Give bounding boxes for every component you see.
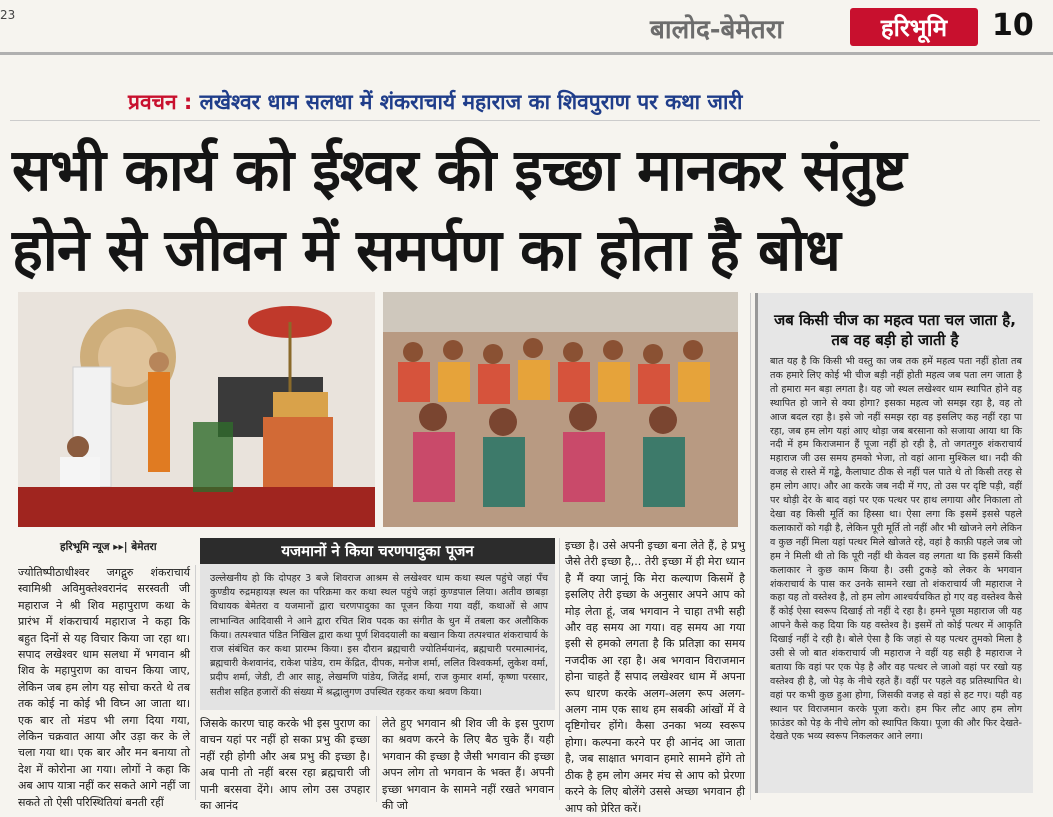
stage-photo-illustration: [18, 292, 375, 527]
edition-name: बालोद-बेमेतरा: [650, 15, 784, 45]
subbox-title: यजमानों ने किया चरणपादुका पूजन: [200, 538, 555, 564]
kicker-text: लखेश्वर धाम सलधा में शंकराचार्य महाराज का शिवपुराण पर कथा जारी: [199, 90, 743, 114]
photo-crowd: [383, 292, 738, 527]
newspaper-logo-text: हरिभूमि: [880, 12, 948, 42]
column-divider: [750, 293, 751, 800]
column-divider: [195, 565, 196, 800]
byline: हरिभूमि न्यूज ▸▸| बेमेतरा: [60, 541, 157, 553]
headline-line-1: सभी कार्य को ईश्वर की इच्छा मानकर संतुष्ट: [12, 136, 906, 204]
photo-stage: [18, 292, 375, 527]
article-column-2: जिसके कारण चाह करके भी इस पुराण का वाचन यहां पर नहीं हो सका प्रभु की इच्छा नहीं रही होगी और अब प्रभु की इच्छा है। अब पानी तो नहीं बरस रहा ब्रह्मचारी जी पानी बरसवा देंगे। आप लोग उस उपहार का आनंद: [200, 717, 370, 813]
newspaper-logo: [850, 8, 978, 46]
subbox-text: उल्लेखनीय हो कि दोपहर 3 बजे शिवराज आश्रम से लखेश्वर धाम कथा स्थल पहुंचे जहां पँच कुण्डीय रुद्रमहायज्ञ स्थल का परिक्रमा कर कथा स्थल पहुंचे जहां कुण्डपाल लिया। अतीव छाबड़ा विधायक बेमेतरा व यजमानों द्वारा चरणपादुका का पूजन किया गया वहीं, कथाओं से आप लाभान्वित आदिवासी ने आने द्वारा रचित शिव पदक का संगीत के धुन में तबला कर अलौकिक किया। तत्पश्चात पंडित निखिल द्वारा कथा पूर्ण शिवदयाली का बखान किया तत्पश्चात शंकराचार्य के राज संबंधित कर कथा प्रारम्भ किया। इस दौरान ब्रह्मचारी ज्योतिर्मयानंद, ब्रह्मचारी परमात्मानंद, ब्रह्मचारी केशवानंद, राकेश पांडेय, राम केंद्रित, दीपक, मनोज शर्मा, ललित विश्वकर्मा, लुकेश वर्मा, प्रदीप शर्मा, जेडी, टी आर साहू, लेखमणि पांडेय, जितेंद्र शर्मा, राज कुमार शर्मा, कृष्णा परसार, सतीश सहित हजारों की संख्या में श्रद्धालुगण उपस्थित रहकर कथा श्रवण किया।: [210, 573, 548, 698]
column-divider: [559, 538, 560, 800]
article-column-1: ज्योतिष्पीठाधीश्वर जगद्गुरु शंकराचार्य स्वामिश्री अविमुक्तेश्वरानंद सरस्वती जी महाराज ने श्री शिव महापुराण कथा के प्रारंभ में शंकराचार्य महाराज ने कहा कि बहुत दिनों से यह विचार किया जा रहा था। सपाद लखेश्वर धाम सलधा में भगवान श्री शिव के महापुराण का वाचन किया जाए, लेकिन जब हम लोग यह सोचा करते थे तब तक कोई ना कोई भी विघ्न आ जाता था। एक बार तो मंडप भी लगा दिया गया, लेकिन चक्रवात आया और उड़ा कर के ले चला गया था। एक बार और मन बनाया तो देश में कोरोना आ गया। लोगों ने कहा कि अब आप यात्रा नहीं कर सकते आगे नहीं जा सकते तो ऐसी परिस्थितियां बनती रहीं: [18, 566, 190, 809]
article-column-4: इच्छा है। उसे अपनी इच्छा बना लेते हैं, हे प्रभु जैसे तेरी इच्छा है,.. तेरी इच्छा में ही मेरा ध्यान है मैं क्या जानूं कि मेरा कल्याण किसमें है इसलिए तेरी इच्छा के अनुसार अपने आप को मोड़ लेता हूं, जब भगवान ने चाहा तभी सही और वह समय आ गया। वह समय आ गया इसी से हमको लगता है कि प्रतिज्ञा का समय नजदीक आ रहा है। अब भगवान विराजमान होना चाहते हैं सपाद लखेश्वर धाम में अपना रूप धारण करके अलग-अलग रूप अलग-अलग नाम एक साथ हम सबकी आंखों में वे दृष्टिगोचर होंगे। कैसा उनका भव्य स्वरूप होगा। कल्पना करने पर ही आनंद आ जाता है, जब साक्षात भगवान हमारे सामने होंगे तो ठीक है हम लोग अमर मंच से आप को प्रेरणा करने के लिए बोलेंगे उससे अच्छा भगवान ही आप को प्रेरित करें।: [565, 539, 745, 815]
page-number: 10: [992, 8, 1034, 43]
kicker-label: प्रवचन :: [128, 90, 193, 114]
sidebar-title: जब किसी चीज का महत्व पता चल जाता है, तब वह बड़ी हो जाती है: [774, 311, 1016, 349]
masthead-divider: [0, 52, 1053, 55]
article-column-3: लेते हुए भगवान श्री शिव जी के इस पुराण का श्रवण करने के लिए बैठ चुके हैं। यही भगवान की इच्छा है जैसी भगवान की इच्छा अपन लोग तो भगवान के भक्त हैं। अपनी इच्छा भगवान के सामने नहीं रखते भगवान की जो: [382, 717, 554, 813]
column-divider: [376, 716, 377, 802]
kicker: [128, 88, 742, 116]
kicker-divider: [10, 120, 1040, 121]
sidebar-text: बात यह है कि किसी भी वस्तु का जब तक हमें महत्व पता नहीं होता तब तक हमारे लिए कोई भी चीज बड़ी नहीं होती महत्व जब पता लग जाता है तो हमारा मन बड़ा लगता है। यह जो स्थल लखेश्वर धाम स्थापित होने वह स्थापित हो जाने से क्या होगा? इसका महत्व जो समझ रहा है, वह तो आज बदल रहा है। इसे जो नहीं समझ रहा वह इसलिए कह नहीं रहा पा रहा, जब हम लोग यहां आए थोड़ा जब बरसाना को सजाया आया था कि नदी में हम किराजमान हैं पूजा नहीं हो रही है, तो जगतगुरु शंकराचार्य महाराज जी उस समय हमको भेजा, तो वहां आना मुश्किल था। नदी की वजह से रास्ते में गड्ढे, कैलाघाट ठीक से नहीं पल पाते थे तो किसी तरह से हम लोग आए। और आ करके जब नदी में गए, तो उस पर दृष्टि पड़ी, वहीं पर थोड़ी देर के बाद वहां पर एक पत्थर पर हाथ लगाया और निकाला तो देखा वह किसी मूर्ति का हिस्सा था। ऐसा लगा कि इसमें इससे पहले कलाकारों को गढ़ी है, लेकिन पूरी मूर्ति तो नहीं और भी खोजने लगे लेकिन व कुछ नहीं मिला यहां पत्थर मिले खोजते रहे, वहां है काफ़ी पहले जब जो हम ने मिली थी तो कि पूरी नहीं थी केवल वह लगता था कि इसमें किसी कलाकार ने कुछ काम किया है। उसी टुकड़े को लेकर के भगवान शंकराचार्य के पास कर उनके सामने रखा तो शंकराचार्य जी महाराज ने कहा यह तो वस्तेश्व है, तो हम लोग आश्चर्यचकित हो गए वह वस्तेश्व कैसे हैं कोई ऐसा स्वरूप दिखाई तो नहीं दे रहा है। हमने पूछा महाराज जी यह आपने कैसे कह दिया कि यह वस्तेश्व है। इसमें तो कोई पत्थर में आकृति दिखाई नहीं दे रही है। बोले ऐसा है कि जहां से यह पत्थर तुमको मिला है उसी से जो बात शंकराचार्य जी महाराज ने वहीं यह सही है महाराज ने बताया कि वहां पर एक पेड़ है और वह पत्थर ले जाओ वहां पर रखो यह वस्तेश्व ही है, जो पेड़ के नीचे रहते हैं। वहीं पर पहले वह प्रतिस्थापित थे। वहां पर कभी कुछ हुआ होगा, जिसकी वजह से वहां से हट गए। यही वह स्थान पर विराजमान करके पूजा करो। हम फिर लौट आए हम लोग फ़ाउंडर को पेड़ के नीचे लोग को स्थापित किया। पूजा की और फिर देखते-देखते एक भव्य स्वरूप निकलकर आने लगा।: [770, 356, 1022, 743]
crowd-photo-illustration: [383, 292, 738, 527]
headline-line-2: होने से जीवन में समर्पण का होता है बोध: [12, 216, 840, 284]
page-corner-number: 23: [0, 8, 16, 22]
